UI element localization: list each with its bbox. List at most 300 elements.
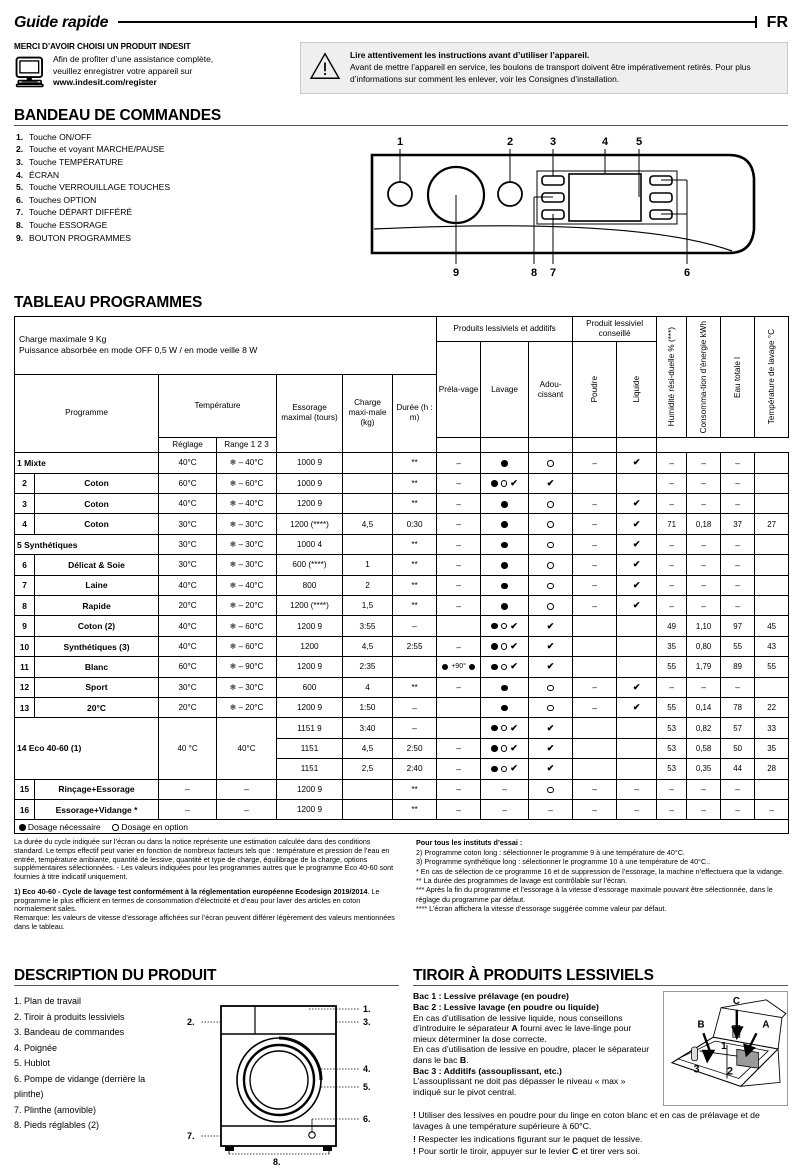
header-setting: Réglage	[159, 438, 217, 453]
desc-item: 1. Plan de travail	[14, 996, 82, 1007]
programme-name: Laine	[35, 575, 159, 595]
programme-name: Coton (2)	[35, 616, 159, 636]
bac2-text-b: fourni avec le lave-linge pour mieux déterminer la dose correcte.	[413, 1023, 632, 1044]
table-row	[15, 555, 789, 575]
max-spin: 1151 9	[277, 718, 343, 738]
humidity-cell: 53	[657, 759, 687, 779]
cp-item-number: 2.	[16, 144, 24, 155]
programme-name: Rinçage+Essorage	[35, 779, 159, 799]
energy-cell: –	[687, 494, 721, 514]
liquid-cell	[617, 738, 657, 758]
callout-6: 6	[683, 266, 691, 279]
energy-cell: 0,82	[687, 718, 721, 738]
drawer-label-a: A	[762, 1019, 770, 1031]
water-cell: 78	[721, 697, 755, 717]
wash-cell	[481, 636, 529, 656]
max-load: 1:50	[343, 697, 393, 717]
warning-heading: Lire attentivement les instructions avant d’utiliser l’appareil.	[350, 50, 590, 60]
setting-temp: 20°C	[159, 697, 217, 717]
page-title: Guide rapide	[14, 14, 109, 31]
setting-temp: 40°C	[159, 494, 217, 514]
drawer-label-b: B	[697, 1019, 705, 1031]
prewash-cell	[437, 453, 481, 473]
wash-cell	[481, 453, 529, 473]
machine-callout-1: 1.	[363, 1004, 371, 1015]
cp-item	[16, 194, 344, 207]
dot-icon	[491, 643, 498, 650]
warning-text-block	[350, 50, 777, 85]
range-temp: ❄ – 30°C	[217, 534, 277, 554]
programme-number: 15	[15, 779, 35, 799]
range-temp: ❄ – 60°C	[217, 616, 277, 636]
max-load: 2:35	[343, 657, 393, 677]
check-icon: ✔	[510, 641, 518, 651]
wash-cell	[481, 657, 529, 677]
energy-cell: –	[687, 799, 721, 819]
water-cell: 44	[721, 759, 755, 779]
drawer-label-3: 3	[693, 1063, 700, 1076]
duration: 2:55	[393, 636, 437, 656]
energy-cell: 1,10	[687, 616, 721, 636]
dash: –	[592, 559, 597, 570]
bang-1-text: Utiliser des lessives en poudre pour du linge en coton blanc et en cas de prélavage et de lavages à une température supérieure à 60°C.	[413, 1110, 760, 1131]
check-icon: ✔	[632, 600, 641, 611]
range-temp: –	[217, 779, 277, 799]
cp-item	[16, 219, 344, 232]
softener-cell	[529, 799, 573, 819]
softener-cell	[529, 738, 573, 758]
programme-name: Coton	[35, 473, 159, 493]
setting-temp: 40°C	[159, 636, 217, 656]
check-icon: ✔	[632, 518, 641, 529]
energy-cell: –	[687, 575, 721, 595]
max-spin: 1000 9	[277, 453, 343, 473]
dash: –	[456, 478, 461, 489]
check-icon: ✔	[632, 559, 641, 570]
programme-number: 12	[15, 677, 35, 697]
liquid-cell	[617, 759, 657, 779]
liquid-cell	[617, 616, 657, 636]
dash: –	[502, 784, 507, 795]
max-load: 2	[343, 575, 393, 595]
water-cell: 37	[721, 514, 755, 534]
wash-cell	[481, 575, 529, 595]
programmes-table	[14, 316, 789, 834]
softener-cell	[529, 779, 573, 799]
powder-cell	[573, 677, 617, 697]
wash-cell	[481, 799, 529, 819]
energy-cell: 0,35	[687, 759, 721, 779]
humidity-cell: 49	[657, 616, 687, 636]
bac2-text-d: .	[466, 1054, 469, 1065]
programme-name: Coton	[35, 494, 159, 514]
prewash-cell	[437, 759, 481, 779]
powder-cell	[573, 759, 617, 779]
programme-number: 8	[15, 596, 35, 616]
wash-temp-cell	[755, 677, 789, 697]
powder-cell	[573, 738, 617, 758]
energy-cell: –	[687, 677, 721, 697]
prewash-cell	[437, 596, 481, 616]
programme-number: 6	[15, 555, 35, 575]
programme-name: 14 Eco 40-60 (1)	[15, 718, 159, 779]
desc-item: 4. Poignée	[14, 1042, 58, 1053]
water-cell: –	[721, 494, 755, 514]
range-temp: ❄ – 90°C	[217, 657, 277, 677]
header-detergents: Produits lessiviels et additifs	[437, 316, 573, 341]
programmes-table-body	[15, 453, 789, 820]
softener-cell	[529, 657, 573, 677]
dash: –	[592, 580, 597, 591]
setting-temp: 40 °C	[159, 718, 217, 779]
liquid-cell	[617, 718, 657, 738]
setting-temp: 30°C	[159, 677, 217, 697]
humidity-cell: –	[657, 575, 687, 595]
dash: –	[456, 784, 461, 795]
register-text	[53, 54, 213, 89]
bac2-label: Bac 2 : Lessive lavage (en poudre ou liquide)	[413, 1001, 599, 1012]
setting-temp: 60°C	[159, 473, 217, 493]
bottom-section	[14, 967, 788, 1166]
humidity-cell: –	[657, 473, 687, 493]
range-temp: ❄ – 30°C	[217, 677, 277, 697]
check-icon: ✔	[632, 498, 641, 509]
separator-b: B	[459, 1054, 467, 1065]
table-row	[15, 799, 789, 819]
softener-cell	[529, 473, 573, 493]
programme-number: 10	[15, 636, 35, 656]
max-spin: 1200 9	[277, 697, 343, 717]
wash-cell	[481, 616, 529, 636]
wash-cell	[481, 759, 529, 779]
cp-item-number: 9.	[16, 232, 24, 243]
duration: **	[393, 677, 437, 697]
humidity-cell: –	[657, 596, 687, 616]
max-load: 1	[343, 555, 393, 575]
duration: **	[393, 799, 437, 819]
table-row	[15, 534, 789, 554]
cp-item-label: BOUTON PROGRAMMES	[29, 232, 132, 243]
dot-icon	[501, 603, 508, 610]
humidity-cell: –	[657, 779, 687, 799]
duration: 0:30	[393, 514, 437, 534]
header-spin: Essorage maximal (tours)	[277, 374, 343, 453]
cp-item	[16, 181, 344, 194]
warning-box	[300, 42, 788, 94]
cp-item-label: Touche DÉPART DIFFÉRÉ	[29, 207, 133, 218]
dash: –	[456, 682, 461, 693]
drawer-block	[413, 967, 788, 1166]
energy-cell: –	[687, 596, 721, 616]
wash-temp-cell	[755, 534, 789, 554]
energy-cell: –	[687, 473, 721, 493]
table-row	[15, 596, 789, 616]
cp-item-number: 8.	[16, 220, 24, 231]
warning-body: Avant de mettre l’appareil en service, les boulons de transport doivent être impérativement retirés. Pour plus d’informations sur comment les enlever, voir les Consignes d’installation.	[350, 62, 751, 84]
cp-item-number: 4.	[16, 169, 24, 180]
dot-icon	[491, 623, 498, 630]
max-load: 4,5	[343, 636, 393, 656]
cp-item-label: Touche TEMPÉRATURE	[29, 157, 124, 168]
duration	[393, 657, 437, 677]
language-code: FR	[766, 14, 788, 31]
softener-cell	[529, 677, 573, 697]
bac3-text: L’assouplissant ne doit pas dépasser le niveau « max » indiqué sur le pivot central.	[413, 1076, 626, 1097]
programme-name: 20°C	[35, 697, 159, 717]
machine-callout-3: 3.	[363, 1017, 371, 1028]
powder-cell	[573, 473, 617, 493]
prewash-cell	[437, 494, 481, 514]
wash-temp-cell	[755, 494, 789, 514]
ring-icon	[547, 542, 554, 549]
drawer-text	[413, 991, 655, 1106]
powder-cell	[573, 718, 617, 738]
dash: –	[456, 559, 461, 570]
setting-temp: –	[159, 799, 217, 819]
description-section-title: DESCRIPTION DU PRODUIT	[14, 967, 399, 986]
water-cell: 57	[721, 718, 755, 738]
wash-cell	[481, 534, 529, 554]
water-cell: –	[721, 453, 755, 473]
cp-item-label: Touches OPTION	[29, 194, 97, 205]
dot-icon	[501, 562, 508, 569]
duration: **	[393, 494, 437, 514]
max-load: 3:55	[343, 616, 393, 636]
ring-icon	[547, 705, 554, 712]
dash: –	[456, 600, 461, 611]
bang-2-text: Respecter les indications figurant sur le paquet de lessive.	[418, 1133, 643, 1144]
control-panel-section-title: BANDEAU DE COMMANDES	[14, 107, 788, 126]
dash: –	[592, 539, 597, 550]
table-row	[15, 514, 789, 534]
programme-number: 4	[15, 514, 35, 534]
bac1-label: Bac 1 : Lessive prélavage (en poudre)	[413, 991, 569, 1002]
setting-temp: 40°C	[159, 453, 217, 473]
ring-icon	[501, 480, 508, 487]
prewash-cell	[437, 677, 481, 697]
dot-icon	[501, 501, 508, 508]
softener-cell	[529, 453, 573, 473]
liquid-cell	[617, 555, 657, 575]
check-icon: ✔	[510, 742, 518, 753]
prewash-cell	[437, 779, 481, 799]
wash-cell	[481, 738, 529, 758]
dash: –	[456, 580, 461, 591]
powder-cell	[573, 697, 617, 717]
cp-item-label: ÉCRAN	[29, 169, 60, 180]
prewash-cell	[437, 799, 481, 819]
header-range: Range 1 2 3	[217, 438, 277, 453]
prewash-cell	[437, 514, 481, 534]
ring-icon	[547, 562, 554, 569]
range-temp: 40°C	[217, 718, 277, 779]
callout-3: 3	[549, 135, 557, 148]
header-wash: Lavage	[481, 341, 529, 437]
check-icon: ✔	[632, 579, 641, 590]
water-cell: –	[721, 677, 755, 697]
max-spin: 1200 9	[277, 494, 343, 514]
cp-item	[16, 156, 344, 169]
bang-icon: !	[413, 1110, 416, 1121]
wash-cell	[481, 473, 529, 493]
programme-name: Délicat & Soie	[35, 555, 159, 575]
cp-item	[16, 232, 344, 245]
dot-icon	[501, 685, 508, 692]
max-spin: 1000 9	[277, 473, 343, 493]
humidity-cell: 35	[657, 636, 687, 656]
note-star-3: *** Après la fin du programme et l’essorage à la vitesse d’essorage maximale pouvant être sélectionnée, dans le réglage du programme par défaut.	[416, 885, 773, 904]
desc-item: 7. Plinthe (amovible)	[14, 1104, 97, 1115]
softener-cell	[529, 575, 573, 595]
header-load: Charge maxi-male (kg)	[343, 374, 393, 453]
desc-item: 5. Hublot	[14, 1058, 51, 1069]
cp-item-label: Touche ESSORAGE	[29, 220, 108, 231]
dot-icon	[501, 705, 508, 712]
liquid-cell	[617, 677, 657, 697]
humidity-cell: –	[657, 453, 687, 473]
ring-icon	[501, 745, 508, 752]
powder-cell	[573, 534, 617, 554]
duration: **	[393, 575, 437, 595]
check-icon: ✔	[510, 722, 518, 733]
dash: –	[592, 804, 597, 815]
machine-callout-7: 7.	[187, 1131, 195, 1142]
max-load: 2,5	[343, 759, 393, 779]
softener-cell	[529, 759, 573, 779]
legend-ring-icon	[112, 824, 119, 831]
note-star-2: ** La durée des programmes de lavage est contrôlable sur l’écran.	[416, 875, 627, 885]
humidity-cell: –	[657, 799, 687, 819]
duration: **	[393, 534, 437, 554]
water-cell: –	[721, 799, 755, 819]
max-spin: 600 (****)	[277, 555, 343, 575]
cp-item-number: 3.	[16, 157, 24, 168]
range-temp: ❄ – 20°C	[217, 596, 277, 616]
dot-icon	[501, 583, 508, 590]
energy-cell: –	[687, 453, 721, 473]
max-spin: 1200 (****)	[277, 596, 343, 616]
table-row	[15, 677, 789, 697]
ring-icon	[547, 501, 554, 508]
header-duration: Durée (h : m)	[393, 374, 437, 453]
ring-icon	[547, 521, 554, 528]
register-url[interactable]: www.indesit.com/register	[53, 77, 157, 87]
callout-1: 1	[396, 135, 404, 148]
dash: –	[592, 600, 597, 611]
note-2: 2) Programme coton long : sélectionner le programme 9 à une température de 40°C.	[416, 847, 685, 857]
max-load: 3:40	[343, 718, 393, 738]
machine-callout-8: 8.	[273, 1157, 281, 1167]
cp-item-label: Touche ON/OFF	[29, 131, 92, 142]
humidity-cell: 53	[657, 718, 687, 738]
ring-icon	[547, 583, 554, 590]
humidity-cell: 55	[657, 657, 687, 677]
prewash-cell	[437, 697, 481, 717]
range-temp: ❄ – 30°C	[217, 514, 277, 534]
energy-cell: 0,58	[687, 738, 721, 758]
wash-cell	[481, 514, 529, 534]
header-prewash: Préla-vage	[437, 341, 481, 437]
softener-cell	[529, 555, 573, 575]
notes-right	[416, 838, 788, 937]
dash: –	[456, 763, 461, 774]
wash-temp-cell	[755, 555, 789, 575]
prewash-cell	[437, 534, 481, 554]
callout-7: 7	[549, 266, 557, 279]
water-cell: 50	[721, 738, 755, 758]
liquid-cell	[617, 494, 657, 514]
liquid-cell	[617, 473, 657, 493]
programme-number: 7	[15, 575, 35, 595]
energy-cell: –	[687, 534, 721, 554]
max-load	[343, 473, 393, 493]
duration: **	[393, 779, 437, 799]
ring-icon	[501, 623, 508, 630]
setting-temp: –	[159, 779, 217, 799]
check-icon: ✔	[546, 641, 555, 651]
max-spin: 1151	[277, 738, 343, 758]
setting-temp: 20°C	[159, 596, 217, 616]
programme-name: Coton	[35, 514, 159, 534]
duration: **	[393, 555, 437, 575]
powder-cell	[573, 657, 617, 677]
description-block	[14, 967, 399, 1166]
note-star-4: **** L’écran affichera la vitesse d’essorage suggérée comme valeur par défaut.	[416, 904, 667, 914]
max-spin: 1200 9	[277, 779, 343, 799]
powder-cell	[573, 799, 617, 819]
bac3-label: Bac 3 : Additifs (assouplissant, etc.)	[413, 1065, 562, 1076]
lever-c: C	[571, 1146, 579, 1157]
cp-item-label: Touche et voyant MARCHE/PAUSE	[29, 144, 165, 155]
softener-cell	[529, 494, 573, 514]
wash-cell	[481, 494, 529, 514]
callout-8: 8	[530, 266, 538, 279]
prewash-cell	[437, 473, 481, 493]
notes-section	[14, 838, 788, 937]
duration: 2:50	[393, 738, 437, 758]
legend-dot-icon	[19, 824, 26, 831]
dot-icon	[442, 664, 449, 671]
powder-cell	[573, 575, 617, 595]
drawer-svg	[664, 992, 787, 1105]
drawer-label-c: C	[732, 996, 740, 1008]
duration: **	[393, 473, 437, 493]
programme-name: Synthétiques (3)	[35, 636, 159, 656]
humidity-cell: –	[657, 677, 687, 697]
desc-item: 6. Pompe de vidange (derrière la plinthe)	[14, 1073, 146, 1100]
max-spin: 1000 4	[277, 534, 343, 554]
table-row	[15, 657, 789, 677]
prewash-cell	[437, 718, 481, 738]
power-info: Puissance absorbée en mode OFF 0,5 W / en mode veille 8 W	[19, 345, 258, 356]
dash: –	[456, 498, 461, 509]
cp-item	[16, 206, 344, 219]
max-load: 4,5	[343, 514, 393, 534]
powder-cell	[573, 779, 617, 799]
drawer-diagram	[663, 991, 788, 1106]
energy-cell: 0,14	[687, 697, 721, 717]
ring-icon	[501, 766, 508, 773]
liquid-cell	[617, 575, 657, 595]
softener-cell	[529, 697, 573, 717]
range-temp: ❄ – 40°C	[217, 453, 277, 473]
table-row	[15, 616, 789, 636]
water-cell: –	[721, 575, 755, 595]
water-cell: 55	[721, 636, 755, 656]
liquid-cell	[617, 697, 657, 717]
control-panel-legend-list	[14, 131, 344, 281]
dash: –	[456, 457, 461, 468]
